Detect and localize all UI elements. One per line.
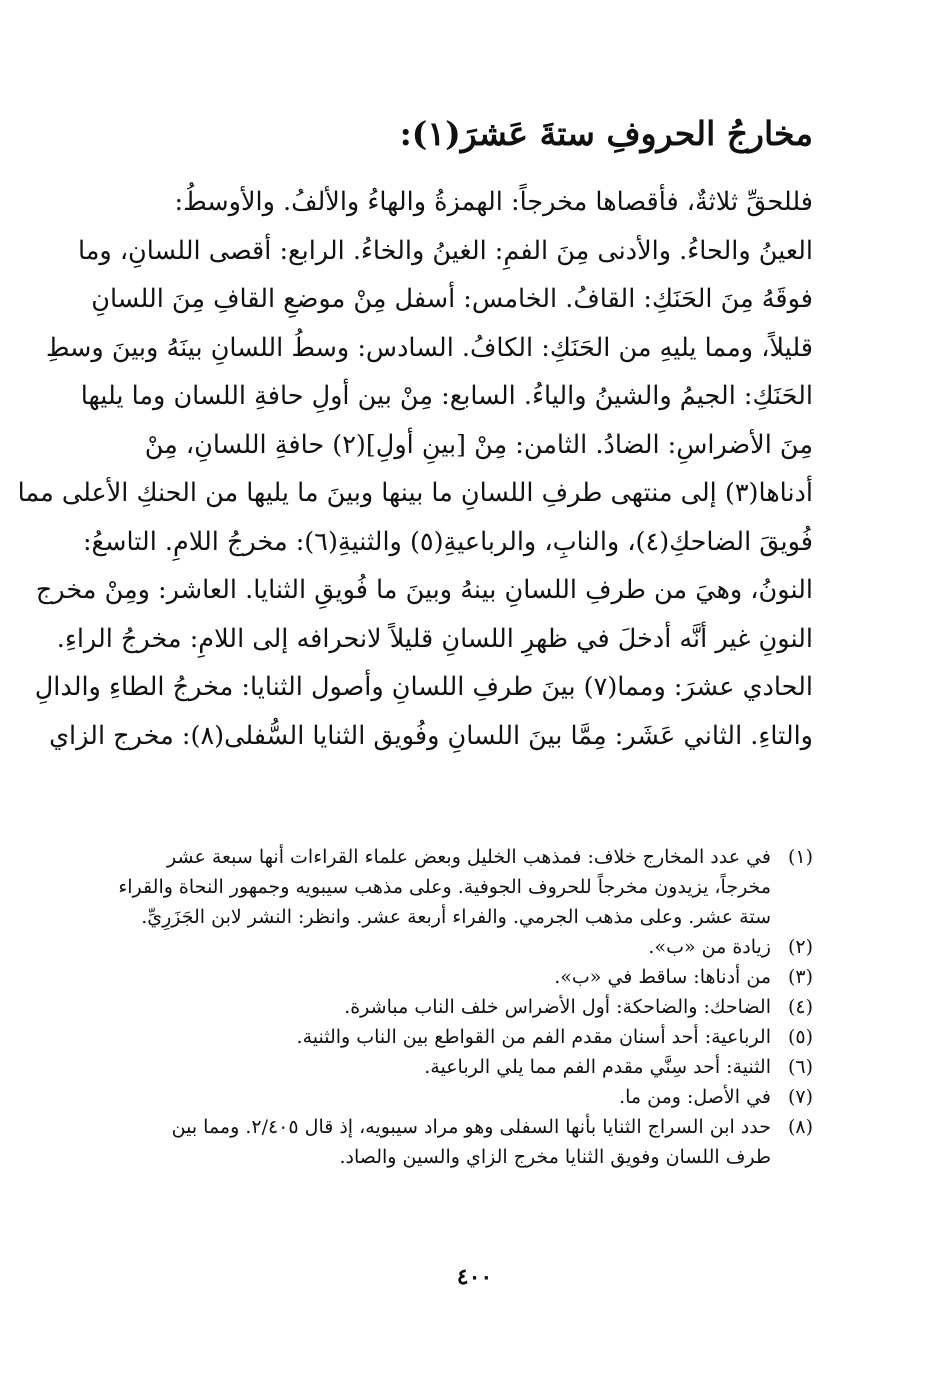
text-line: الحَنَكِ: الجيمُ والشينُ والياءُ. السابع: مِنْ بين أولِ حافةِ اللسان وما يليها [80, 381, 813, 411]
footnote [113, 932, 813, 962]
text-line: قليلاً، ومما يليهِ من الحَنَكِ: الكافُ. السادس: وسطُ اللسانِ بينَهُ وبينَ وسطِ [45, 332, 813, 363]
footnote-number: (٨) [787, 1116, 813, 1138]
text-line: النونُ، وهيَ من طرفِ اللسانِ بينهُ وبينَ ما فُويقِ الثنايا. العاشر: ومِنْ مخرج [35, 575, 813, 605]
footnote-text: الضاحك: والضاحكة: أول الأضراس خلف الناب مباشرة. [344, 996, 771, 1018]
text-line: فللحقِّ ثلاثةٌ، فأقصاها مخرجاً: الهمزةُ والهاءُ والألفُ. والأوسطُ: [174, 187, 813, 217]
text-line: فوقَهُ مِنَ الحَنَكِ: القافُ. الخامس: أسفل مِنْ موضعِ القافِ مِنَ اللسانِ [91, 284, 813, 314]
footnote-text: مخرجاً، يزيدون مخرجاً للحروف الجوفية. وعلى مذهب سيبويه وجمهور النحاة والقراء [118, 876, 771, 898]
text-line: النونِ غير أنَّه أدخلَ في ظهرِ اللسانِ قليلاً لانحرافه إلى اللامِ: مخرجُ الراءِ. [56, 623, 813, 654]
page-number: ٤٠٠ [456, 1264, 493, 1290]
text-line: فُويقَ الضاحكِ(٤)، والنابِ، والرباعيةِ(٥) والثنيةِ(٦): مخرجُ اللامِ. التاسعُ: [82, 526, 813, 557]
footnote-number: (٦) [787, 1056, 813, 1078]
footnote [113, 1052, 813, 1082]
footnote [113, 1022, 813, 1052]
text-line: العينُ والحاءُ. والأدنى مِنَ الفمِ: الغينُ والخاءُ. الرابع: أقصى اللسانِ، وما [77, 235, 813, 266]
footnote [113, 1082, 813, 1112]
footnote-text: الثنية: أحد سِنَّي مقدم الفم مما يلي الرباعية. [424, 1056, 771, 1078]
text-line: والتاءِ. الثاني عَشَر: مِمَّا بينَ اللسانِ وفُويق الثنايا السُّفلى(٨): مخرج الزاي [49, 720, 813, 751]
footnote [113, 992, 813, 1022]
text-line: الحادي عشرَ: ومما(٧) بينَ طرفِ اللسانِ وأصول الثنايا: مخرجُ الطاءِ والدالِ [34, 672, 813, 702]
footnote-number: (٣) [787, 966, 813, 988]
footnote-text: من أدناها: ساقط في «ب». [554, 966, 771, 988]
footnote-text: الرباعية: أحد أسنان مقدم الفم من القواطع بين الناب والثنية. [296, 1026, 771, 1048]
section-heading: مخارجُ الحروفِ ستةَ عَشرَ(١): [399, 114, 813, 153]
footnote-number: (١) [787, 846, 813, 868]
footnote-text: في الأصل: ومن ما. [619, 1086, 771, 1108]
text-line: أدناها(٣) إلى منتهى طرفِ اللسانِ ما بينها وبينَ ما يليها من الحنكِ الأعلى مما [17, 478, 813, 508]
footnote-text: طرف اللسان وفويق الثنايا مخرج الزاي والسين والصاد. [339, 1146, 771, 1168]
main-text [17, 178, 813, 760]
footnote [113, 1112, 813, 1172]
footnotes [113, 842, 813, 1172]
footnote [113, 962, 813, 992]
footnote-number: (٥) [787, 1026, 813, 1048]
footnote-text: حدد ابن السراج الثنايا بأنها السفلى وهو مراد سيبويه، إذ قال ٢/٤٠٥. ومما بين [171, 1116, 771, 1138]
footnote-text: في عدد المخارج خلاف: فمذهب الخليل وبعض علماء القراءات أنها سبعة عشر [167, 846, 771, 868]
footnote-number: (٧) [787, 1086, 813, 1108]
footnote [113, 842, 813, 932]
text-line: مِنَ الأضراسِ: الضادُ. الثامن: مِنْ [بينِ أولِ](٢) حافةِ اللسانِ، مِنْ [144, 429, 813, 460]
footnote-text: ستة عشر. وعلى مذهب الجرمي. والفراء أربعة عشر. وانظر: النشر لابن الجَزَرِيِّ. [141, 906, 771, 928]
footnote-number: (٤) [787, 996, 813, 1018]
footnote-number: (٢) [787, 936, 813, 958]
footnote-text: زيادة من «ب». [648, 936, 771, 958]
